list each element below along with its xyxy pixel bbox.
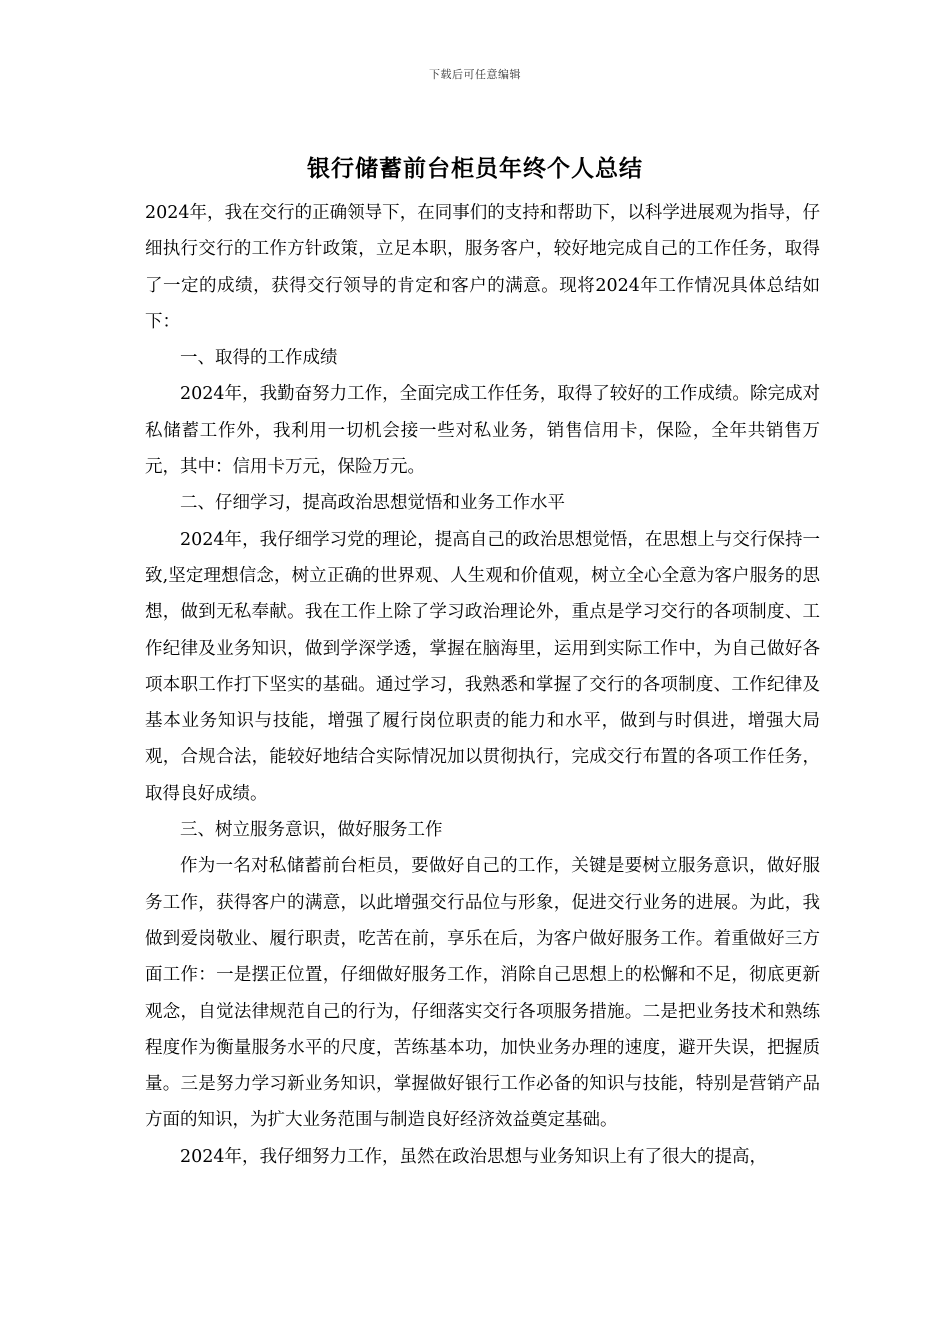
- section-heading-1: 一、取得的工作成绩: [180, 348, 338, 369]
- section-heading-2: 二、仔细学习，提高政治思想觉悟和业务工作水平: [180, 493, 565, 514]
- document-title: 银行储蓄前台柜员年终个人总结: [307, 155, 643, 182]
- paragraph-section-2: 2024年，我仔细学习党的理论，提高自己的政治思想觉悟，在思想上与交行保持一致,坚定理想信念，树立正确的世界观、人生观和价值观，树立全心全意为客户服务的思想，做到无私奉献。我在工作上除了学习政治理论外，重点是学习交行的各项制度、工作纪律及业务知识，做到学深学透，掌握在脑海里，运用到实际工作中，为自己做好各项本职工作打下坚实的基础。通过学习，我熟悉和掌握了交行的各项制度、工作纪律及基本业务知识与技能，增强了履行岗位职责的能力和水平，做到与时俱进，增强大局观，合规合法，能较好地结合实际情况加以贯彻执行，完成交行布置的各项工作任务，取得良好成绩。: [145, 529, 820, 804]
- header-note: 下载后可任意编辑: [429, 68, 521, 81]
- paragraph-section-3: 作为一名对私储蓄前台柜员，要做好自己的工作，关键是要树立服务意识，做好服务工作，获得客户的满意，以此增强交行品位与形象，促进交行业务的进展。为此，我做到爱岗敬业、履行职责，吃苦在前，享乐在后，为客户做好服务工作。着重做好三方面工作：一是摆正位置，仔细做好服务工作，消除自己思想上的松懈和不足，彻底更新观念，自觉法律规范自己的行为，仔细落实交行各项服务措施。二是把业务技术和熟练程度作为衡量服务水平的尺度，苦练基本功，加快业务办理的速度，避开失误，把握质量。三是努力学习新业务知识，掌握做好银行工作必备的知识与技能，特别是营销产品方面的知识，为扩大业务范围与制造良好经济效益奠定基础。: [145, 856, 820, 1131]
- paragraph-intro: 2024年，我在交行的正确领导下，在同事们的支持和帮助下，以科学进展观为指导，仔细执行交行的工作方针政策，立足本职，服务客户，较好地完成自己的工作任务，取得了一定的成绩，获得交行领导的肯定和客户的满意。现将2024年工作情况具体总结如下：: [145, 203, 820, 332]
- paragraph-section-1: 2024年，我勤奋努力工作，全面完成工作任务，取得了较好的工作成绩。除完成对私储蓄工作外，我利用一切机会接一些对私业务，销售信用卡，保险，全年共销售万元，其中：信用卡万元，保险万元。: [145, 384, 820, 478]
- paragraph-closing: 2024年，我仔细努力工作，虽然在政治思想与业务知识上有了很大的提高，: [180, 1146, 768, 1167]
- section-heading-3: 三、树立服务意识，做好服务工作: [180, 820, 443, 841]
- document-body: [145, 195, 820, 1175]
